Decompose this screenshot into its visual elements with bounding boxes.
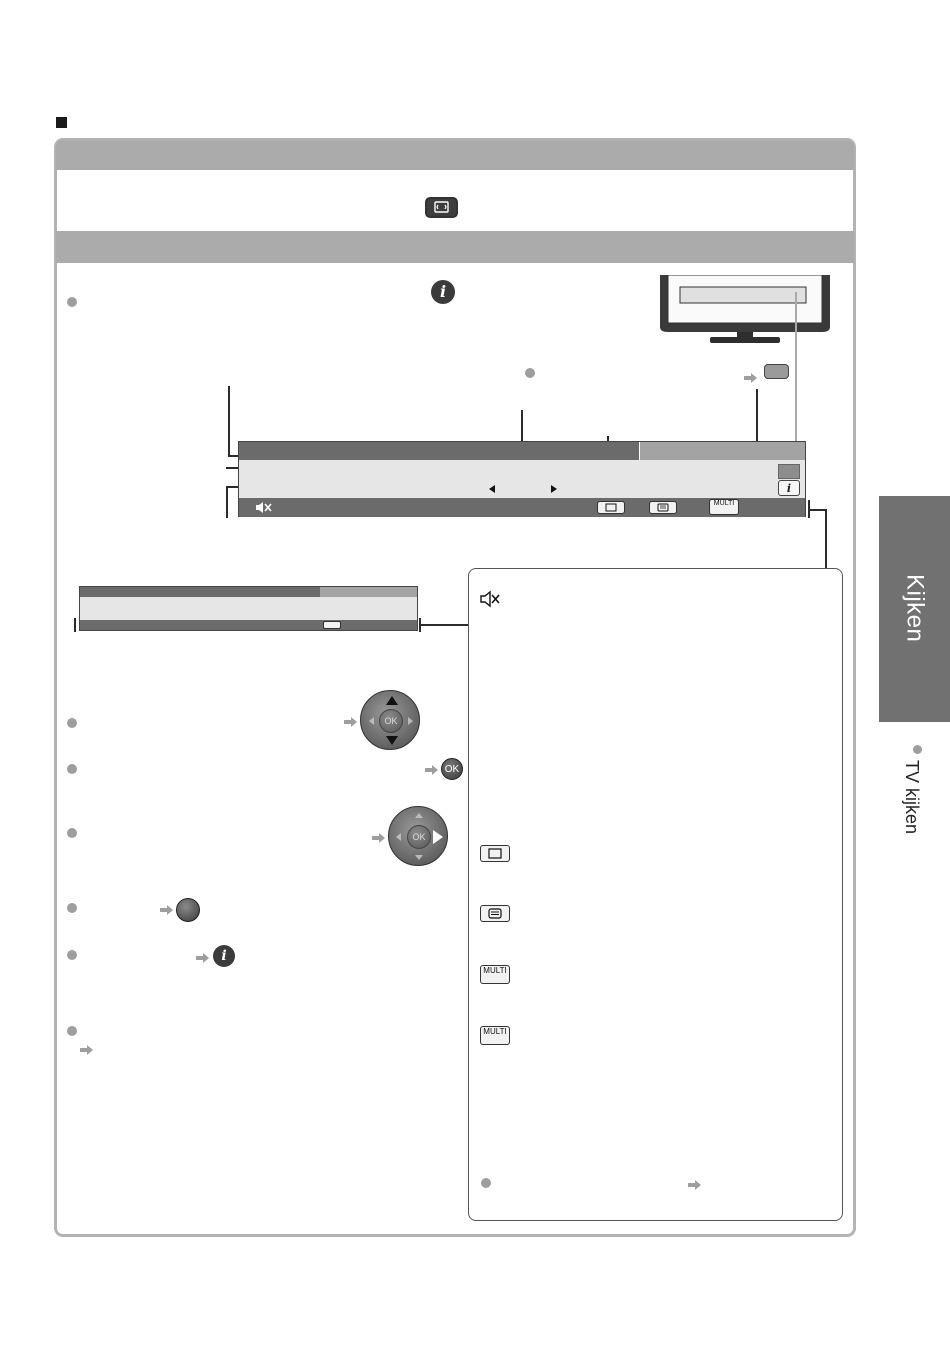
osd-small-teletext-key-icon	[323, 621, 341, 629]
arrow-icon	[425, 765, 439, 775]
up-arrow-icon	[415, 813, 423, 818]
tv-illustration-icon	[660, 275, 830, 345]
arrow-icon	[196, 953, 210, 963]
multi-label: MULTI	[483, 1027, 507, 1036]
osd-banner-middle	[239, 460, 805, 498]
bullet	[67, 950, 77, 960]
left-arrow-icon	[396, 833, 401, 841]
osd-small-middle	[80, 597, 417, 620]
multi-label: MULTI	[713, 500, 735, 507]
osd-banner	[238, 441, 806, 517]
arrow-icon	[744, 373, 758, 383]
right-arrow-icon	[551, 485, 557, 493]
header-bar-1	[56, 140, 854, 170]
bullet	[67, 297, 77, 307]
osd-banner-small	[79, 586, 418, 631]
bullet	[481, 1178, 491, 1188]
side-tab-title: Kijken	[901, 573, 929, 643]
arrow-icon	[160, 905, 174, 915]
bullet	[67, 828, 77, 838]
bullet	[525, 368, 535, 378]
bullet	[67, 718, 77, 728]
osd-multi-audio-key-icon	[709, 499, 739, 515]
callout-line	[756, 389, 758, 445]
ok-label: OK	[379, 709, 403, 733]
down-arrow-icon	[415, 855, 423, 860]
panel-aspect-key-icon	[480, 845, 510, 862]
osd-info-key-icon: i	[778, 480, 800, 496]
arrow-icon	[80, 1045, 94, 1055]
right-arrow-highlight-icon	[433, 830, 443, 844]
bullet	[913, 745, 922, 754]
panel-mute-icon	[480, 589, 502, 609]
osd-small-top	[80, 587, 320, 597]
ok-label: OK	[407, 825, 431, 849]
panel-multi-audio-key-icon	[480, 965, 510, 984]
info-button-icon: i	[213, 945, 235, 967]
bullet	[67, 903, 77, 913]
osd-small-top-right	[320, 587, 417, 597]
dpad-left-right-icon	[388, 806, 448, 866]
down-arrow-icon	[386, 736, 398, 745]
panel-multi-subtitle-key-icon	[480, 1026, 510, 1045]
bracket-line	[74, 618, 76, 632]
mute-icon	[255, 500, 273, 515]
osd-teletext-key-icon	[649, 501, 677, 514]
arrow-icon	[344, 717, 358, 727]
callout-line	[521, 410, 523, 445]
bullet	[67, 764, 77, 774]
left-arrow-icon	[369, 717, 374, 725]
aspect-key-icon	[425, 197, 458, 218]
callout-line	[420, 624, 470, 626]
key-legend-panel	[468, 568, 843, 1221]
colour-button-icon	[176, 898, 200, 922]
osd-banner-top	[239, 442, 639, 460]
callout-line	[825, 509, 827, 569]
osd-aspect-key-icon	[597, 501, 625, 514]
side-tab-subtitle	[890, 735, 922, 845]
info-button-icon: i	[431, 280, 455, 304]
colour-key-icon	[764, 364, 789, 379]
osd-colour-key-icon	[778, 464, 800, 479]
panel-teletext-key-icon	[480, 905, 510, 922]
arrow-icon	[372, 833, 386, 843]
osd-banner-top-right	[639, 442, 805, 460]
right-arrow-icon	[408, 717, 413, 725]
ok-button-icon: OK	[441, 758, 463, 780]
header-bar-2	[56, 231, 854, 263]
up-arrow-icon	[386, 696, 398, 705]
callout-line	[795, 292, 797, 442]
multi-label: MULTI	[483, 966, 507, 975]
osd-small-bottom	[80, 620, 417, 630]
callout-line	[228, 386, 230, 456]
callout-line	[226, 486, 228, 518]
bracket-line	[808, 509, 825, 511]
left-arrow-icon	[489, 485, 495, 493]
section-marker	[56, 117, 67, 128]
arrow-icon	[688, 1180, 702, 1190]
side-tab-subtitle-text: TV kijken	[902, 760, 922, 835]
dpad-up-down-icon	[360, 690, 420, 750]
bullet	[67, 1026, 77, 1036]
